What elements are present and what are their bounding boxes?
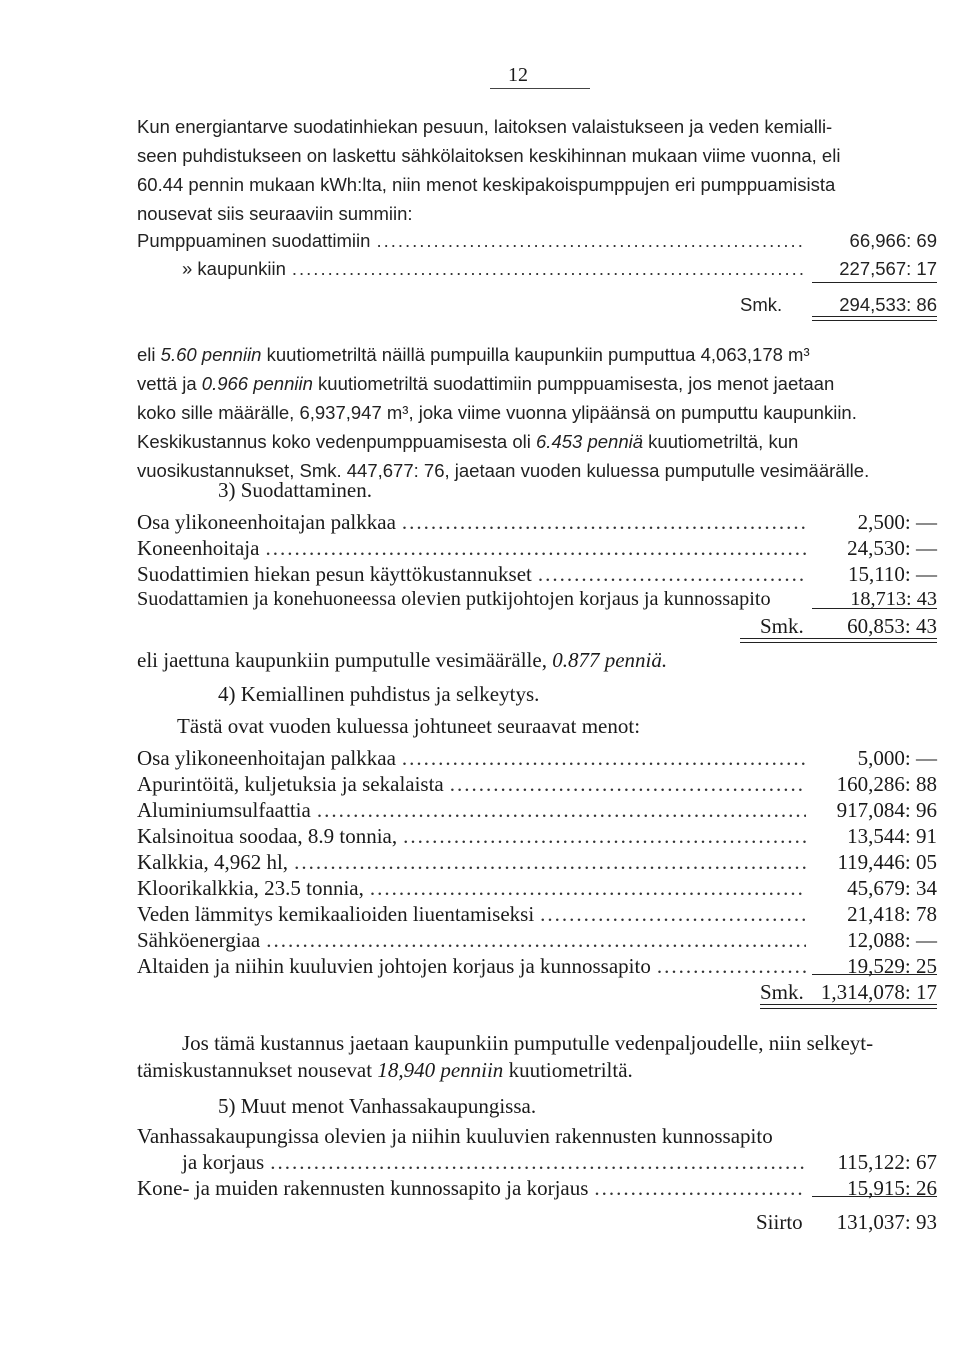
leader-dots: [265, 536, 806, 561]
price-figure: 18,940: [377, 1058, 436, 1082]
pumping-row: [137, 226, 937, 252]
leader-dots: [594, 1176, 806, 1201]
para-line: koko sille määrälle, 6,937,947 m³, joka viime vuonna ylipäänsä on pumputtu kaupunkiin.: [137, 402, 857, 423]
total-double-rule: [812, 316, 937, 321]
price-figure: 0.966: [201, 373, 249, 394]
row-label: Apurintöitä, kuljetuksia ja sekalaista: [137, 772, 444, 796]
row-value: 15,915: 26: [847, 1176, 937, 1200]
page-number: 12: [508, 64, 528, 86]
intro-line: Kun energiantarve suodatinhiekan pesuun, laitoksen valaistukseen ja veden kemialli-: [137, 116, 833, 137]
expense-row: [137, 536, 937, 562]
row-label: Veden lämmitys kemikaalioiden liuentamiseksi: [137, 902, 535, 926]
para-line: [137, 369, 937, 398]
sum-rule: [812, 1196, 937, 1197]
row-label: Kalkkia, 4,962 hl,: [137, 850, 289, 874]
unit-text: penniin: [435, 1058, 504, 1082]
row-value: 917,084: 96: [836, 798, 937, 822]
row-label: Kone- ja muiden rakennusten kunnossapito ja korjaus: [137, 1176, 589, 1200]
expense-row: [137, 588, 937, 614]
price-figure: 0.877: [552, 648, 600, 672]
sum-rule: [812, 282, 937, 283]
row-value: 160,286: 88: [836, 772, 937, 796]
intro-paragraph: [137, 112, 937, 228]
sum-rule: [812, 608, 937, 609]
row-label: Suodattamien ja konehuoneessa olevien putkijohtojen korjaus ja kunnossapito: [137, 588, 771, 610]
total-value: 1,314,078: 17: [820, 980, 937, 1004]
para-line: Jos tämä kustannus jaetaan kaupunkiin pumputulle vedenpaljoudelle, niin selkeyt-: [182, 1031, 874, 1055]
expense-row: [137, 876, 937, 902]
para-line: [137, 1057, 937, 1084]
text: Keskikustannus koko vedenpumppuamisesta oli: [137, 431, 537, 452]
section-subheading: Tästä ovat vuoden kuluessa johtuneet seuraavat menot:: [177, 714, 641, 738]
row-label: ja korjaus: [182, 1150, 265, 1174]
row-label: Kalsinoitua soodaa, 8.9 tonnia,: [137, 824, 398, 848]
leader-dots: [402, 510, 806, 535]
row-value: 24,530: —: [847, 536, 937, 560]
row-value: 66,966: 69: [849, 230, 937, 251]
intro-line: 60.44 pennin mukaan kWh:lta, niin menot keskipakoispumppujen eri pumppuamisista: [137, 174, 836, 195]
section-heading: 5) Muut menot Vanhassakaupungissa.: [218, 1094, 537, 1118]
unit-text: penniin: [196, 344, 262, 365]
text: tämiskustannukset nousevat: [137, 1058, 378, 1082]
text: eli jaettuna kaupunkiin pumputulle vesimäärälle,: [137, 648, 553, 672]
page-number-rule: [490, 88, 590, 89]
leader-dots: [450, 772, 806, 797]
expense-row: [137, 746, 937, 772]
section4-total: [760, 980, 937, 1006]
price-figure: 5.60: [160, 344, 197, 365]
row-value: 12,088: —: [847, 928, 937, 952]
expense-row: [137, 928, 937, 954]
total-label: Smk.: [760, 980, 804, 1004]
section3-total: [760, 614, 937, 640]
text: kuutiometriltä näillä pumpuilla kaupunkiin pumputtua 4,063,178 m³: [261, 344, 810, 365]
expense-row: [137, 824, 937, 850]
row-value: 13,544: 91: [847, 824, 937, 848]
leader-dots: [540, 902, 806, 927]
pumping-paragraph: [137, 340, 937, 485]
row-label: Osa ylikoneenhoitajan palkkaa: [137, 746, 396, 770]
row-value: 115,122: 67: [837, 1150, 937, 1174]
row-value: 2,500: —: [857, 510, 937, 534]
unit-text: penniä: [582, 431, 644, 452]
pumping-row: [182, 254, 937, 280]
leader-dots: [657, 954, 806, 979]
row-value: 15,110: —: [847, 562, 937, 586]
row-value: 119,446: 05: [837, 850, 937, 874]
leader-dots: [403, 824, 806, 849]
row-value: 21,418: 78: [847, 902, 937, 926]
unit-text: penniin: [248, 373, 313, 394]
expense-row: [137, 562, 937, 588]
section-heading: 3) Suodattaminen.: [218, 478, 372, 502]
para-line: [137, 427, 937, 456]
row-label: Koneenhoitaja: [137, 536, 260, 560]
row-value: 19,529: 25: [847, 954, 937, 978]
section-heading: 4) Kemiallinen puhdistus ja selkeytys.: [218, 682, 540, 706]
expense-row: [137, 902, 937, 928]
row-label: Suodattimien hiekan pesun käyttökustannukset: [137, 562, 532, 586]
leader-dots: [292, 254, 806, 283]
row-label: Aluminiumsulfaattia: [137, 798, 311, 822]
intro-line: nousevat siis seuraaviin summiin:: [137, 203, 413, 224]
leader-dots: [266, 928, 806, 953]
leader-dots: [538, 562, 806, 587]
para-line: vuosikustannukset, Smk. 447,677: 76, jaetaan vuoden kuluessa pumputulle vesimäärälle.: [137, 460, 870, 481]
row-value: 45,679: 34: [847, 876, 937, 900]
row-value: 18,713: 43: [850, 588, 937, 610]
total-value: 60,853: 43: [847, 614, 937, 638]
pumping-total: [740, 290, 937, 316]
total-label: Smk.: [740, 294, 783, 315]
section4-note: [137, 1030, 937, 1084]
total-double-rule: [760, 1004, 937, 1009]
leader-dots: [402, 746, 806, 771]
leader-dots: [376, 226, 806, 255]
unit-text: penniä.: [599, 648, 668, 672]
expense-row: [137, 798, 937, 824]
row-label: Osa ylikoneenhoitajan palkkaa: [137, 510, 396, 534]
section3-note: [137, 648, 667, 673]
total-value: 294,533: 86: [839, 294, 937, 315]
text: eli: [137, 344, 161, 365]
price-figure: 6.453: [536, 431, 583, 452]
text: kuutiometriltä, kun: [643, 431, 799, 452]
para-line: [137, 340, 937, 369]
text: kuutiometriltä.: [503, 1058, 633, 1082]
carry-label: Siirto: [756, 1210, 803, 1234]
leader-dots: [370, 876, 806, 901]
leader-dots: [270, 1150, 806, 1175]
expense-row: [137, 772, 937, 798]
sum-rule: [812, 974, 937, 975]
carry-forward: [756, 1210, 937, 1236]
expense-row-line1: Vanhassakaupungissa olevien ja niihin kuuluvien rakennusten kunnossapito: [137, 1124, 773, 1148]
row-label: Altaiden ja niihin kuuluvien johtojen korjaus ja kunnossapito: [137, 954, 651, 978]
intro-line: seen puhdistukseen on laskettu sähkölaitoksen keskihinnan mukaan viime vuonna, eli: [137, 145, 841, 166]
expense-row: [182, 1150, 937, 1176]
expense-row: [137, 1176, 937, 1202]
leader-dots: [294, 850, 806, 875]
row-label: Sähköenergiaa: [137, 928, 261, 952]
leader-dots: [317, 798, 806, 823]
carry-value: 131,037: 93: [836, 1210, 937, 1234]
row-label: Kloorikalkkia, 23.5 tonnia,: [137, 876, 364, 900]
row-value: 5,000: —: [857, 746, 937, 770]
expense-row: [137, 510, 937, 536]
expense-row: [137, 954, 937, 980]
row-value: 227,567: 17: [839, 258, 937, 279]
expense-row: [137, 850, 937, 876]
text: kuutiometriltä suodattimiin pumppuamisesta, jos menot jaetaan: [312, 373, 835, 394]
row-label: Pumppuaminen suodattimiin: [137, 230, 371, 251]
total-label: Smk.: [760, 614, 804, 638]
row-label: » kaupunkiin: [182, 258, 286, 279]
total-double-rule: [740, 638, 937, 643]
text: vettä ja: [137, 373, 202, 394]
